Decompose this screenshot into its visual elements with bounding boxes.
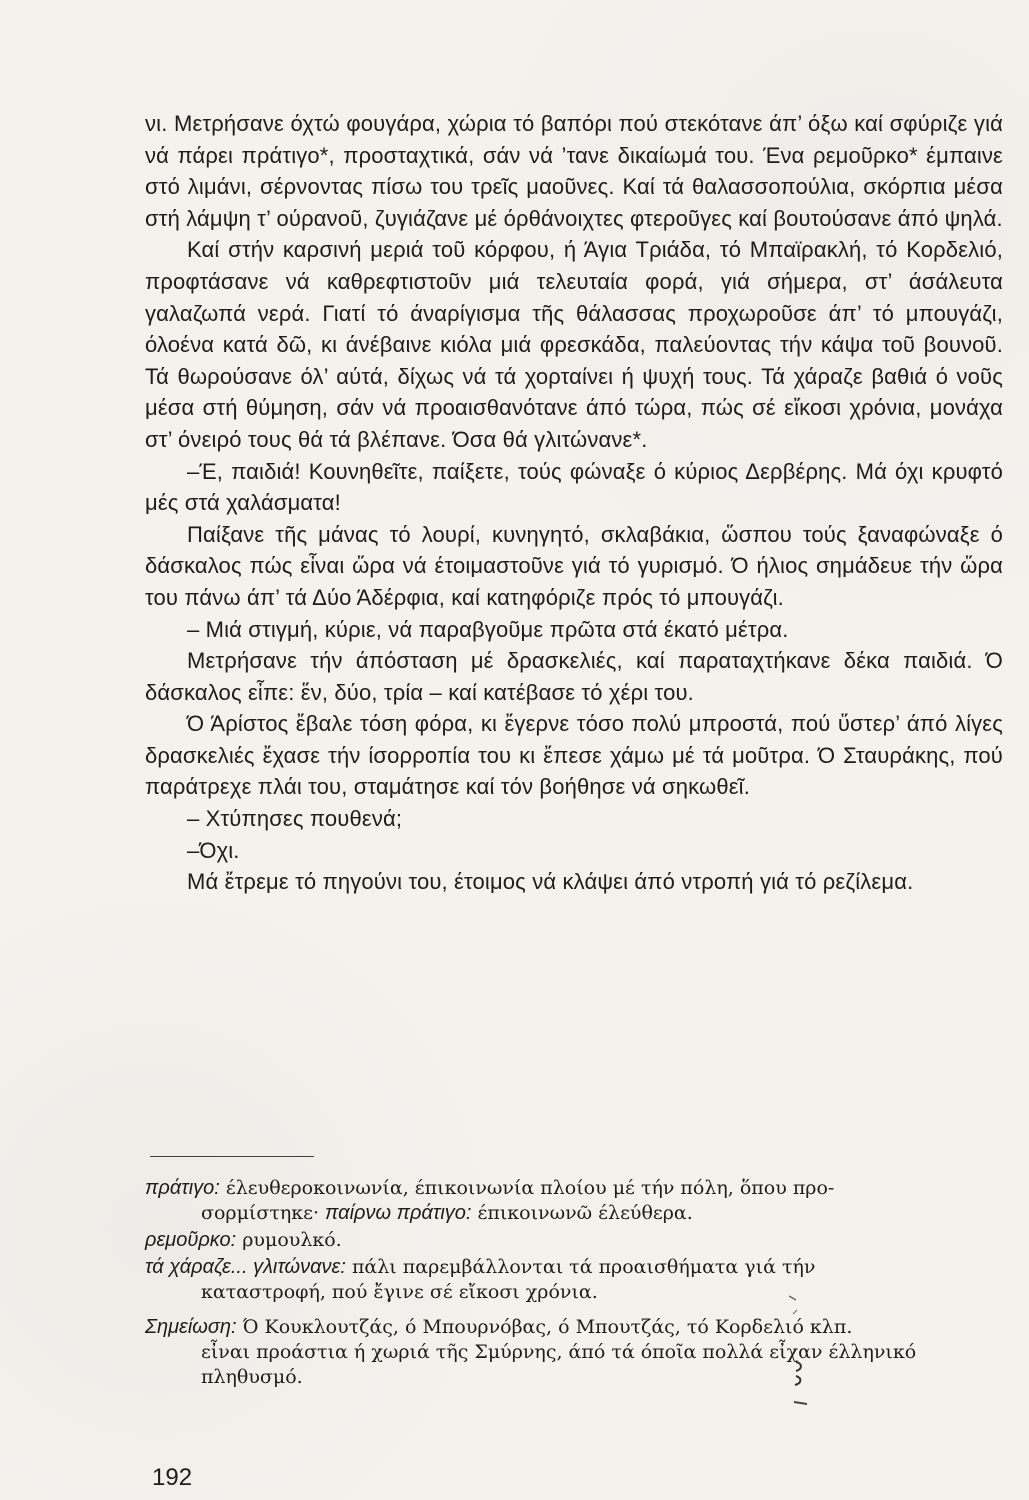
footnote-divider bbox=[150, 1156, 314, 1157]
paragraph-9: –Όχι. bbox=[187, 837, 240, 863]
footnote-line bbox=[145, 1176, 1005, 1201]
paragraph-4: Παίξανε τῆς μάνας τό λουρί, κυνηγητό, σκλαβάκια, ὥσπου τούς ξαναφώναξε ό δάσκαλος πώς εἶναι ὥρα νά έτοιμαστοῦνε γιά τό γυρισμό. Ό ήλιος σημάδευε τήν ὥρα του πάνω άπ’ τά Δύο Άδέρφια, καί κατηφόριζε πρός τό μπουγάζι. bbox=[145, 521, 1003, 610]
paragraph-5: – Μιά στιγμή, κύριε, νά παραβγοῦμε πρῶτα στά έκατό μέτρα. bbox=[187, 616, 789, 642]
footnote-term: ρεμοῦρκο: bbox=[145, 1229, 237, 1251]
footnote-text: πάλι παρεμβάλλονται τά προαισθήματα γιά τήν bbox=[351, 1256, 816, 1278]
footnote-continuation: εἶναι προάστια ή χωριά τῆς Σμύρνης, άπό τά όποῖα πολλά εἶχαν έλληνικό bbox=[201, 1341, 917, 1363]
footnote-continuation: καταστροφή, πού ἔγινε σέ εἴκοσι χρόνια. bbox=[201, 1281, 598, 1303]
main-text bbox=[145, 108, 1003, 898]
footnote-line bbox=[145, 1228, 1005, 1253]
paragraph-2: Καί στήν καρσινή μεριά τοῦ κόρφου, ή Άγια Τριάδα, τό Μπαϊρακλή, τό Κορδελιό, προφτάσανε νά καθρεφτιστοῦν μιά τελευταία φορά, γιά σήμερα, στ’ άσάλευτα γαλαζωπά νερά. Γιατί τό άναρίγισμα τῆς θάλασσας προχωροῦσε άπ’ τό μπουγάζι, όλοένα κατά δῶ, κι άνέβαινε κιόλα μιά φρεσκάδα, παλεύοντας τήν κάψα τοῦ βουνοῦ. Τά θωρούσανε όλ’ αύτά, δίχως νά τά χορταίνει ή ψυχή τους. Τά χάραζε βαθιά ό νοῦς μέσα στή θύμηση, σάν νά προαισθανότανε άπό τώρα, πώς σέ εἴκοσι χρόνια, μονάχα στ’ όνειρό τους θά τά βλέπανε. Όσα θά γλιτώνανε*. bbox=[145, 237, 1003, 452]
scribble-mark bbox=[778, 1290, 818, 1430]
footnote-line bbox=[145, 1315, 1005, 1340]
footnote-text: ρυμουλκό. bbox=[242, 1229, 342, 1251]
footnote-note bbox=[145, 1315, 1005, 1390]
footnote-pratigo bbox=[145, 1176, 1005, 1226]
footnote-text: σορμίστηκε· bbox=[201, 1202, 319, 1224]
footnote-remourko bbox=[145, 1228, 1005, 1253]
footnote-term: παίρνω πράτιγο: bbox=[325, 1202, 472, 1224]
footnote-term: πράτιγο: bbox=[145, 1177, 220, 1199]
paragraph-6: Μετρήσανε τήν άπόσταση μέ δρασκελιές, καί παραταχτήκανε δέκα παιδιά. Ό δάσκαλος εἶπε: ἕν, δύο, τρία – καί κατέβασε τό χέρι του. bbox=[145, 648, 1003, 705]
footnote-term: Σημείωση: bbox=[145, 1316, 237, 1338]
footnote-continuation: πληθυσμό. bbox=[201, 1366, 303, 1388]
footnote-continuation bbox=[145, 1201, 1005, 1226]
paragraph-10: Μά ἔτρεμε τό πηγούνι του, έτοιμος νά κλάψει άπό ντροπή γιά τό ρεζίλεμα. bbox=[187, 869, 914, 895]
footnote-charaze bbox=[145, 1255, 1005, 1305]
footnote-text: έπικοινωνῶ έλεύθερα. bbox=[477, 1202, 693, 1224]
paragraph-8: – Χτύπησες πουθενά; bbox=[187, 806, 403, 832]
page-number: 192 bbox=[152, 1464, 193, 1491]
footnote-text: έλευθεροκοινωνία, έπικοινωνία πλοίου μέ τήν πόλη, ὅπου προ- bbox=[225, 1177, 835, 1199]
footnote-line bbox=[145, 1255, 1005, 1280]
paragraph-3: –Έ, παιδιά! Κουνηθεῖτε, παίξετε, τούς φώναξε ό κύριος Δερβέρης. Μά όχι κρυφτό μές στά χαλάσματα! bbox=[145, 458, 1003, 516]
paragraph-1: νι. Μετρήσανε όχτώ φουγάρα, χώρια τό βαπόρι πού στεκότανε άπ’ όξω καί σφύριζε γιά νά πάρει πράτιγο*, προσταχτικά, σάν νά ’τανε δικαίωμά του. Ένα ρεμοῦρκο* έμπαινε στό λιμάνι, σέρνοντας πίσω του τρεῖς μαοῦνες. Καί τά θαλασσοπούλια, σκόρπια μέσα στή λάμψη τ’ ούρανοῦ, ζυγιάζανε μέ όρθάνοιχτες φτεροῦγες καί βουτούσανε άπό ψηλά. bbox=[145, 111, 1003, 231]
paragraph-7: Ό Άρίστος ἔβαλε τόση φόρα, κι ἔγερνε τόσο πολύ μπροστά, πού ὕστερ’ άπό λίγες δρασκελιές ἔχασε τήν ίσορροπία του κι ἔπεσε χάμω μέ τά μοῦτρα. Ό Σταυράκης, πού παράτρεχε πλάι του, σταμάτησε καί τόν βοήθησε νά σηκωθεῖ. bbox=[145, 711, 1003, 800]
footnotes bbox=[145, 1176, 1005, 1392]
footnote-text: Ό Κουκλουτζάς, ό Μπουρνόβας, ό Μπουτζάς, τό Κορδελιό κλπ. bbox=[242, 1316, 853, 1338]
footnote-term: τά χάραζε... γλιτώνανε: bbox=[145, 1256, 346, 1278]
